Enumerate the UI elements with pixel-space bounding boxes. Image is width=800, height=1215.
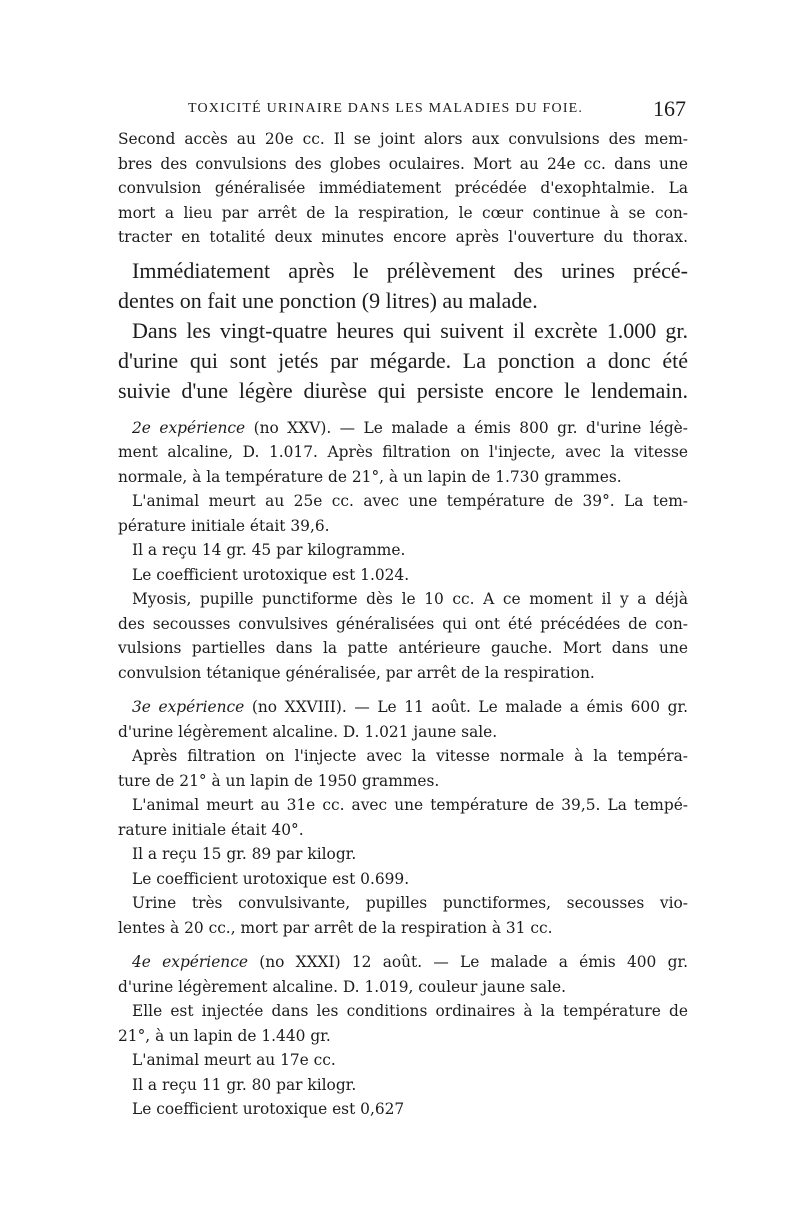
text-line: Elle est injectée dans les conditions ordinaires à la température de (132, 1002, 688, 1020)
text-line: Après filtration on l'injecte avec la vitesse normale à la tempéra- (132, 747, 688, 765)
experiment-label: 4e expérience (132, 953, 248, 971)
text-line: d'urine légèrement alcaline. D. 1.021 jaune sale. (118, 722, 498, 741)
text-line: Il a reçu 11 gr. 80 par kilogr. (132, 1075, 357, 1094)
body-text (118, 127, 688, 1122)
text-line: d'urine qui sont jetés par mégarde. La ponction a donc été (118, 347, 688, 373)
text-line: ment alcaline, D. 1.017. Après filtration on l'injecte, avec la vitesse (118, 443, 688, 461)
text-line: suivie d'une légère diurèse qui persiste encore le lendemain. (118, 377, 688, 403)
text-line: Dans les vingt-quatre heures qui suivent il excrète 1.000 gr. (132, 317, 688, 343)
text-line: Immédiatement après le prélèvement des urines précé- (132, 257, 688, 283)
text-run: (no XXXI) 12 août. — Le malade a émis 400 gr. (247, 953, 688, 971)
text-line: normale, à la température de 21°, à un lapin de 1.730 grammes. (118, 467, 622, 486)
experiment-heading (118, 695, 688, 720)
text-line: Second accès au 20e cc. Il se joint alors aux convulsions des mem- (118, 130, 688, 148)
experiment-label: 3e expérience (132, 698, 245, 716)
text-line: lentes à 20 cc., mort par arrêt de la respiration à 31 cc. (118, 918, 553, 937)
experiment-heading (118, 950, 688, 975)
text-line: convulsion généralisée immédiatement précédée d'exophtalmie. La (118, 179, 688, 197)
text-line: pérature initiale était 39,6. (118, 516, 330, 535)
text-line: L'animal meurt au 31e cc. avec une température de 39,5. La tempé- (132, 796, 688, 814)
text-line: mort a lieu par arrêt de la respiration, le cœur continue à se con- (118, 203, 688, 222)
text-line: Myosis, pupille punctiforme dès le 10 cc. A ce moment il y a déjà (132, 590, 688, 608)
running-title: TOXICITÉ URINAIRE DANS LES MALADIES DU FOIE. (188, 101, 584, 116)
text-line: L'animal meurt au 25e cc. avec une température de 39°. La tem- (132, 492, 688, 510)
text-line: Le coefficient urotoxique est 1.024. (132, 565, 410, 584)
text-line: L'animal meurt au 17e cc. (132, 1051, 336, 1069)
text-line: Le coefficient urotoxique est 0,627 (132, 1100, 405, 1118)
text-run: (no XXVIII). — Le 11 août. Le malade a émis 600 gr. (244, 698, 688, 716)
text-line: vulsions partielles dans la patte antérieure gauche. Mort dans une (118, 639, 688, 657)
text-line: 21°, à un lapin de 1.440 gr. (118, 1026, 331, 1045)
page-number: 167 (653, 96, 686, 121)
text-line: Il a reçu 15 gr. 89 par kilogr. (132, 845, 357, 863)
text-line: dentes on fait une ponction (9 litres) au malade. (118, 287, 538, 313)
text-line: convulsion tétanique généralisée, par arrêt de la respiration. (118, 663, 595, 682)
text-run: (no XXV). — Le malade a émis 800 gr. d'urine légè- (245, 418, 688, 437)
text-line: Urine très convulsivante, pupilles punctiformes, secousses vio- (132, 894, 688, 912)
experiment-heading (118, 416, 688, 441)
text-line: des secousses convulsives généralisées qui ont été précédées de con- (118, 614, 688, 633)
experiment-label: 2e expérience (132, 418, 246, 437)
text-line: d'urine légèrement alcaline. D. 1.019, couleur jaune sale. (118, 977, 567, 996)
text-line: Il a reçu 14 gr. 45 par kilogramme. (132, 541, 406, 559)
text-line: rature initiale était 40°. (118, 820, 304, 839)
text-line: bres des convulsions des globes oculaires. Mort au 24e cc. dans une (118, 154, 688, 173)
text-line: tracter en totalité deux minutes encore après l'ouverture du thorax. (118, 228, 688, 246)
text-line: Le coefficient urotoxique est 0.699. (132, 869, 410, 888)
text-line: ture de 21° à un lapin de 1950 grammes. (118, 771, 440, 790)
page-header (118, 98, 686, 124)
